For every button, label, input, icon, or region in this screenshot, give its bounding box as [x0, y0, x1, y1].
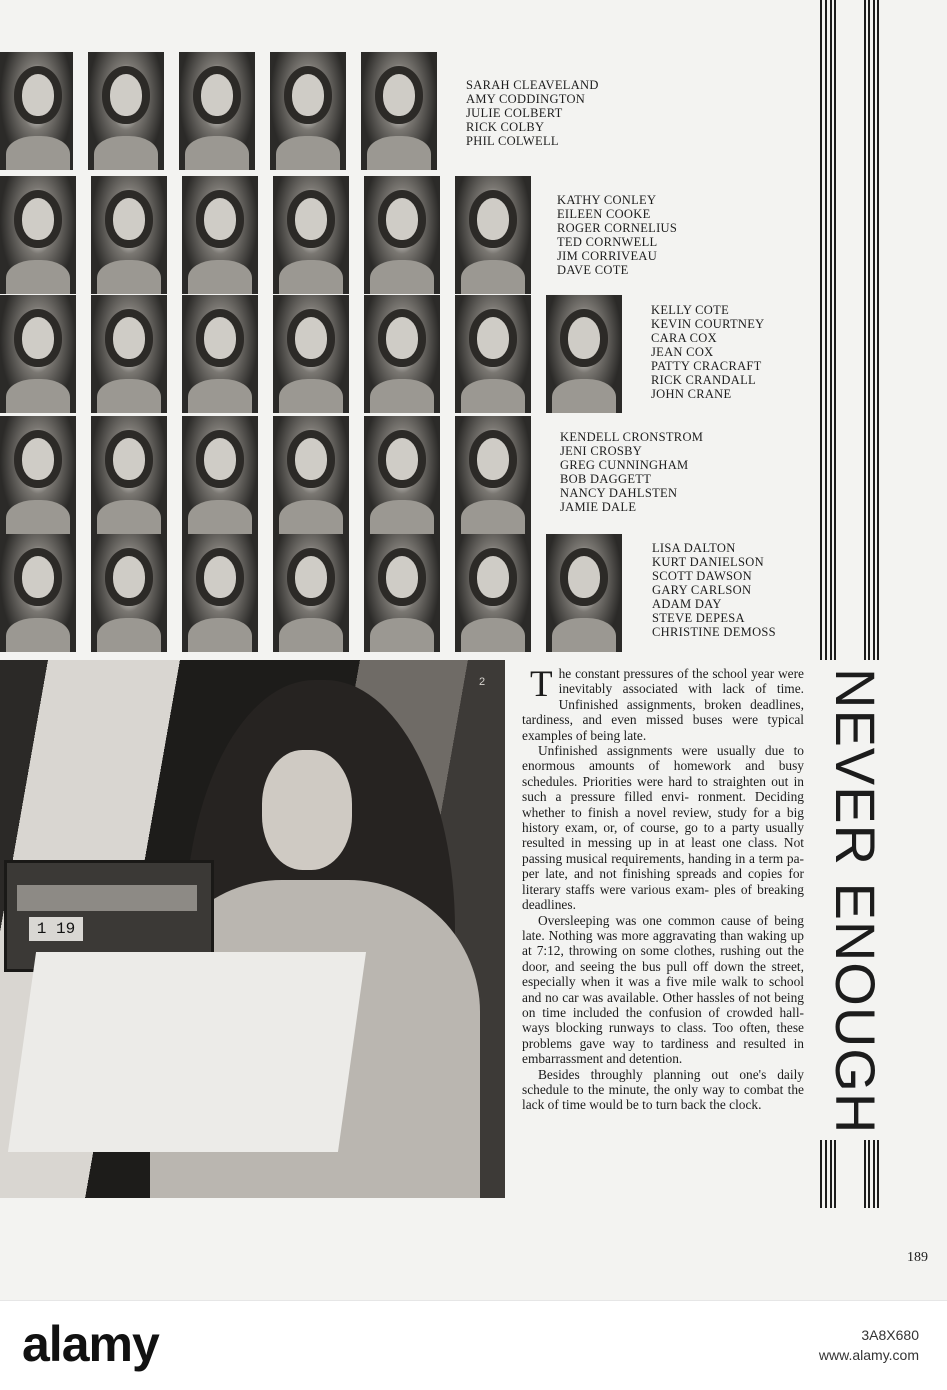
- portrait-photo: [182, 534, 258, 652]
- student-name: SARAH CLEAVELAND: [466, 78, 599, 92]
- photo-number-label: 2: [479, 676, 486, 688]
- portrait-photo: [0, 534, 76, 652]
- portrait-photo: [91, 295, 167, 413]
- portrait-photo: [455, 416, 531, 534]
- portrait-photo: [179, 52, 255, 170]
- decorative-rule: [834, 1140, 836, 1208]
- decorative-rule: [864, 0, 866, 660]
- image-id: 3A8X680: [861, 1327, 919, 1343]
- student-name: JULIE COLBERT: [466, 106, 563, 120]
- student-name: AMY CODDINGTON: [466, 92, 586, 106]
- open-notebook: [8, 952, 366, 1152]
- portrait-photo: [0, 295, 76, 413]
- portrait-photo: [364, 534, 440, 652]
- decorative-rule: [834, 0, 836, 660]
- student-name: LISA DALTON: [652, 541, 736, 555]
- portrait-photo: [182, 176, 258, 294]
- student-name: KELLY COTE: [651, 303, 730, 317]
- student-name: RICK COLBY: [466, 120, 545, 134]
- clock-display: 1 19: [29, 917, 83, 941]
- student-name: JEAN COX: [651, 345, 714, 359]
- portrait-photo: [273, 416, 349, 534]
- decorative-rule: [820, 1140, 822, 1208]
- title-rule-bar: [820, 0, 887, 1210]
- portrait-row-3: [0, 295, 637, 413]
- portrait-photo: [0, 52, 73, 170]
- student-name: DAVE COTE: [557, 263, 629, 277]
- student-name: JAMIE DALE: [560, 500, 637, 514]
- student-name: RICK CRANDALL: [651, 373, 756, 387]
- decorative-rule: [864, 1140, 866, 1208]
- portrait-row-4: [0, 416, 546, 534]
- portrait-photo: [546, 534, 622, 652]
- decorative-rule: [830, 1140, 832, 1208]
- student-name: JIM CORRIVEAU: [557, 249, 658, 263]
- student-name: NANCY DAHLSTEN: [560, 486, 678, 500]
- article-paragraph: Oversleeping was one common cause of being late. Nothing was more aggravating than waking up at 7:12, throwing on some clothes, rushing out the door, and seeing the bus pull off down the street, especially when it was a five mile walk to school and no car was available. Other hassles of not being on time included the confusion of crowded hall- ways blocking runways to class. Too often, these problems gave way to tardiness and resulted in embarrassment and detention.: [522, 912, 804, 1067]
- portrait-photo: [0, 416, 76, 534]
- radio-dial-panel: [17, 885, 197, 911]
- name-list-row-3: [651, 303, 765, 401]
- decorative-rule: [820, 0, 822, 660]
- portrait-photo: [455, 295, 531, 413]
- student-name: GARY CARLSON: [652, 583, 752, 597]
- decorative-rule: [825, 1140, 827, 1208]
- image-id-block: [819, 1325, 919, 1365]
- portrait-photo: [91, 534, 167, 652]
- portrait-photo: [455, 534, 531, 652]
- drop-cap: T: [530, 664, 553, 705]
- decorative-rule: [877, 0, 879, 660]
- site-url: www.alamy.com: [818, 1347, 919, 1363]
- portrait-photo: [361, 52, 437, 170]
- student-name: JENI CROSBY: [560, 444, 643, 458]
- watermark-footer: [0, 1300, 947, 1390]
- portrait-photo: [270, 52, 346, 170]
- portrait-photo: [273, 176, 349, 294]
- decorative-rule: [830, 0, 832, 660]
- portrait-photo: [546, 295, 622, 413]
- portrait-photo: [0, 176, 76, 294]
- decorative-rule: [868, 0, 870, 660]
- student-name: KATHY CONLEY: [557, 193, 657, 207]
- student-face: [262, 750, 352, 870]
- article-paragraph: [522, 666, 804, 743]
- page-number: 189: [907, 1250, 928, 1265]
- student-name: PATTY CRACRAFT: [651, 359, 762, 373]
- decorative-rule: [825, 0, 827, 660]
- decorative-rule: [873, 1140, 875, 1208]
- name-list-row-5: [652, 541, 776, 639]
- article-paragraph: Unfinished assignments were usually due to enormous amounts of homework and busy schedules. Priorities were hard to straighten out in such a pressure filled envi- ronment. Deciding whether to finish a novel review, study for a big history exam, or, of course, go to a party usually resulted in messing up in at least one class. Not passing musical requirements, handing in a term pa- per late, and not finishing spreads and copies for literary staffs were various exam- ples of breaking deadlines.: [522, 743, 804, 913]
- alamy-logo: alamy: [22, 1316, 159, 1372]
- portrait-photo: [91, 416, 167, 534]
- portrait-row-2: [0, 176, 546, 294]
- portrait-photo: [455, 176, 531, 294]
- candid-photo-student-studying: [0, 660, 505, 1198]
- decorative-rule: [877, 1140, 879, 1208]
- student-name: GREG CUNNINGHAM: [560, 458, 689, 472]
- portrait-photo: [364, 416, 440, 534]
- student-name: KEVIN COURTNEY: [651, 317, 765, 331]
- portrait-photo: [182, 416, 258, 534]
- student-name: CARA COX: [651, 331, 717, 345]
- portrait-photo: [91, 176, 167, 294]
- student-name: SCOTT DAWSON: [652, 569, 752, 583]
- student-name: STEVE DEPESA: [652, 611, 745, 625]
- article-paragraph-text: he constant pressures of the school year were inevitably associated with lack of time. Unfinished assignments, broken deadlines, tardiness, and even missed buses were typical examples of being late.: [522, 666, 804, 743]
- article-paragraph: Besides throughly planning out one's daily schedule to the minute, the only way to combat the lack of time would be to turn back the clock.: [522, 1066, 804, 1113]
- portrait-photo: [364, 295, 440, 413]
- student-name: TED CORNWELL: [557, 235, 658, 249]
- name-list-row-4: [560, 430, 703, 514]
- student-name: ROGER CORNELIUS: [557, 221, 678, 235]
- student-name: EILEEN COOKE: [557, 207, 651, 221]
- name-list-row-2: [557, 193, 677, 277]
- student-name: ADAM DAY: [652, 597, 722, 611]
- student-name: KURT DANIELSON: [652, 555, 764, 569]
- portrait-photo: [273, 534, 349, 652]
- student-name: CHRISTINE DEMOSS: [652, 625, 776, 639]
- article-body: [522, 666, 804, 1113]
- student-name: JOHN CRANE: [651, 387, 732, 401]
- page-title: NEVER ENOUGH: [824, 667, 887, 1135]
- portrait-photo: [182, 295, 258, 413]
- student-name: BOB DAGGETT: [560, 472, 652, 486]
- student-name: PHIL COLWELL: [466, 134, 559, 148]
- decorative-rule: [873, 0, 875, 660]
- name-list-row-1: [466, 78, 599, 148]
- student-name: KENDELL CRONSTROM: [560, 430, 704, 444]
- portrait-photo: [273, 295, 349, 413]
- portrait-photo: [88, 52, 164, 170]
- portrait-row-1: [0, 52, 452, 170]
- decorative-rule: [868, 1140, 870, 1208]
- portrait-row-5: [0, 534, 637, 652]
- portrait-photo: [364, 176, 440, 294]
